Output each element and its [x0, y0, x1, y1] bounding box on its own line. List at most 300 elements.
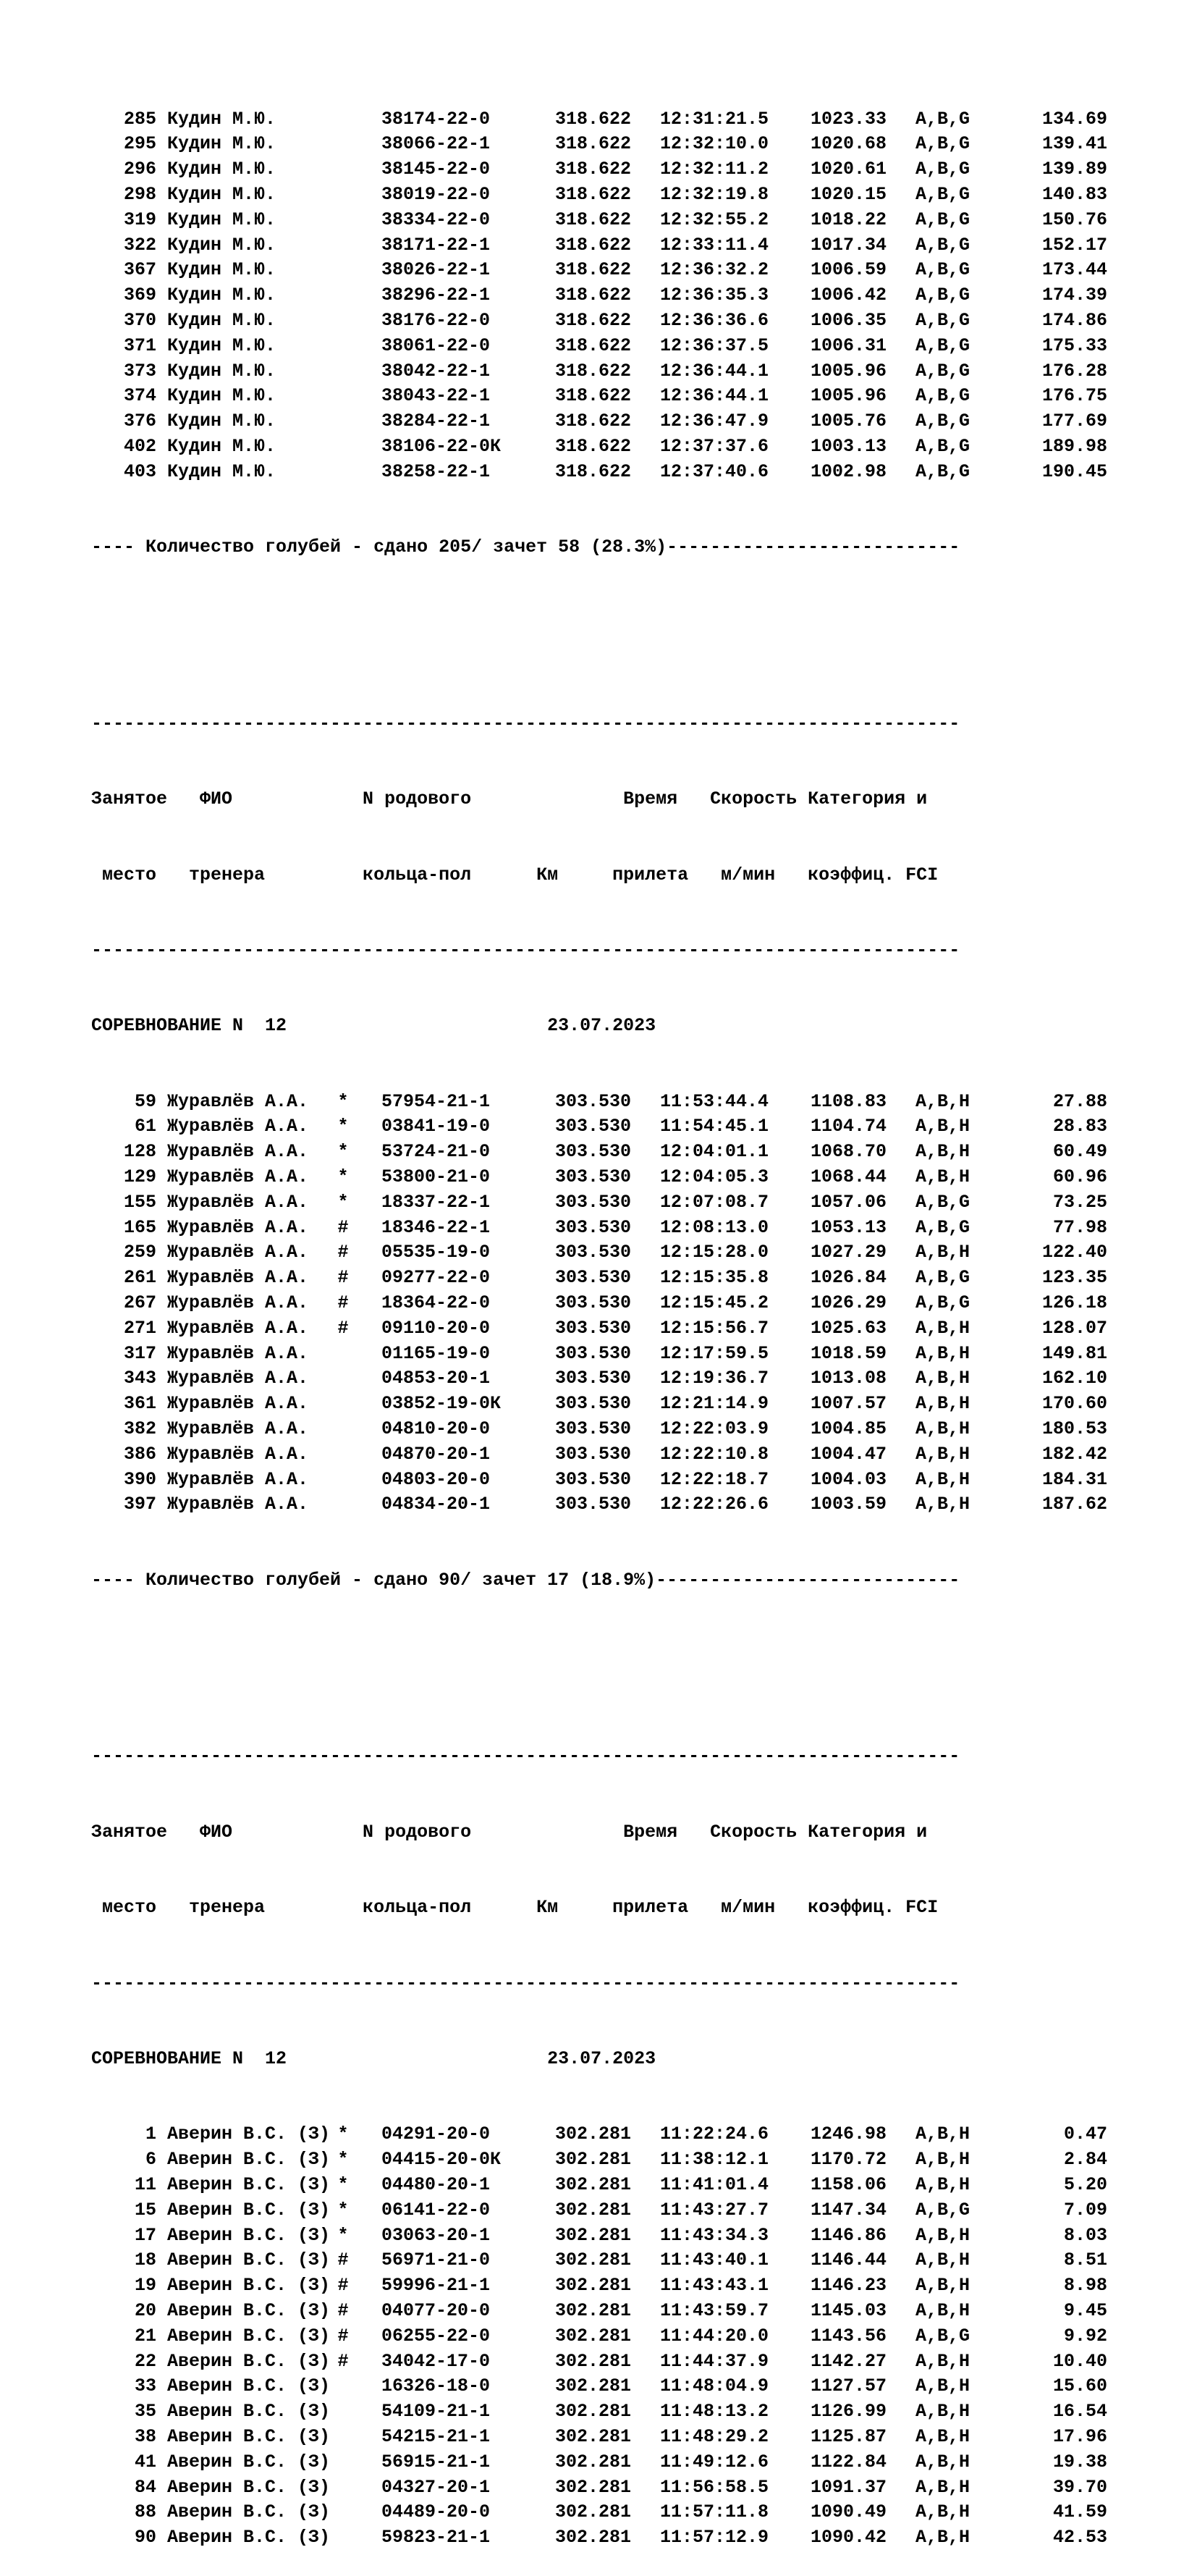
trainer-name-cell: Кудин М.Ю.: [167, 259, 276, 281]
place-cell: 38: [134, 2425, 156, 2447]
result-row: [91, 2122, 1177, 2147]
speed-cell: 1090.42: [811, 2527, 887, 2548]
speed-cell: 1018.59: [811, 1342, 887, 1364]
category-cell: A,B,H: [915, 2476, 970, 2498]
ring-number-cell: 04803-20-0: [381, 1468, 491, 1490]
category-cell: A,B,H: [915, 2451, 970, 2472]
speed-cell: 1126.99: [811, 2401, 887, 2423]
result-row: [91, 2500, 1177, 2525]
speed-cell: 1246.98: [811, 2123, 887, 2145]
distance-cell: 318.622: [555, 209, 632, 230]
result-row: [91, 1392, 1177, 1417]
distance-cell: 302.281: [555, 2173, 632, 2195]
result-row: [91, 1240, 1177, 1266]
mark-cell: #: [337, 2249, 349, 2271]
section-1-title: СОРЕВНОВАНИЕ N 12 23.07.2023: [91, 1015, 656, 1037]
trainer-name-cell: Аверин В.С. (З): [167, 2527, 331, 2548]
place-cell: 397: [123, 1494, 156, 1515]
fci-cell: 149.81: [1041, 1342, 1107, 1364]
place-cell: 390: [123, 1468, 156, 1490]
arrival-time-cell: 12:32:10.0: [660, 133, 769, 155]
place-cell: 22: [134, 2350, 156, 2372]
fci-cell: 9.45: [1063, 2299, 1107, 2321]
speed-cell: 1057.06: [811, 1191, 887, 1213]
arrival-time-cell: 11:22:24.6: [660, 2123, 769, 2145]
ring-number-cell: 04415-20-0К: [381, 2149, 502, 2171]
ring-number-cell: 56971-21-0: [381, 2249, 491, 2271]
fci-cell: 175.33: [1041, 334, 1107, 356]
result-row: [91, 107, 1177, 132]
fci-cell: 19.38: [1052, 2451, 1107, 2472]
category-cell: A,B,H: [915, 1317, 970, 1339]
distance-cell: 303.530: [555, 1292, 632, 1314]
result-row: [91, 1216, 1177, 1241]
category-cell: A,B,H: [915, 2501, 970, 2523]
arrival-time-cell: 11:44:20.0: [660, 2325, 769, 2346]
speed-cell: 1027.29: [811, 1242, 887, 1263]
distance-cell: 318.622: [555, 435, 632, 457]
place-cell: 322: [123, 234, 156, 256]
ring-number-cell: 18346-22-1: [381, 1216, 491, 1238]
speed-cell: 1005.96: [811, 360, 887, 382]
distance-cell: 303.530: [555, 1494, 632, 1515]
trainer-name-cell: Аверин В.С. (З): [167, 2401, 331, 2423]
arrival-time-cell: 12:36:44.1: [660, 385, 769, 407]
result-row: [91, 283, 1177, 308]
ring-number-cell: 04077-20-0: [381, 2299, 491, 2321]
category-cell: A,B,G: [915, 2325, 970, 2346]
mark-cell: *: [337, 2149, 349, 2171]
arrival-time-cell: 11:41:01.4: [660, 2173, 769, 2195]
speed-cell: 1020.61: [811, 159, 887, 180]
place-cell: 261: [123, 1267, 156, 1289]
arrival-time-cell: 11:38:12.1: [660, 2149, 769, 2171]
place-cell: 129: [123, 1166, 156, 1188]
category-cell: A,B,H: [915, 1342, 970, 1364]
trainer-name-cell: Аверин В.С. (З): [167, 2425, 331, 2447]
speed-cell: 1090.49: [811, 2501, 887, 2523]
fci-cell: 0.47: [1063, 2123, 1107, 2145]
fci-cell: 9.92: [1063, 2325, 1107, 2346]
category-cell: A,B,H: [915, 1090, 970, 1112]
trainer-name-cell: Аверин В.С. (З): [167, 2325, 331, 2346]
distance-cell: 318.622: [555, 183, 632, 205]
trainer-name-cell: Журавлёв А.А.: [167, 1191, 309, 1213]
result-row: [91, 2147, 1177, 2173]
category-cell: A,B,H: [915, 2224, 970, 2246]
place-cell: 21: [134, 2325, 156, 2346]
arrival-time-cell: 12:19:36.7: [660, 1368, 769, 1389]
fci-cell: 123.35: [1041, 1267, 1107, 1289]
trainer-name-cell: Аверин В.С. (З): [167, 2224, 331, 2246]
result-row: [91, 2399, 1177, 2425]
speed-cell: 1004.85: [811, 1418, 887, 1440]
distance-cell: 302.281: [555, 2325, 632, 2346]
place-cell: 88: [134, 2501, 156, 2523]
distance-cell: 318.622: [555, 285, 632, 306]
category-cell: A,B,G: [915, 108, 970, 130]
ring-number-cell: 38176-22-0: [381, 309, 491, 331]
trainer-name-cell: Аверин В.С. (З): [167, 2173, 331, 2195]
distance-cell: 303.530: [555, 1468, 632, 1490]
distance-cell: 318.622: [555, 159, 632, 180]
result-row: [91, 2374, 1177, 2399]
speed-cell: 1002.98: [811, 460, 887, 482]
arrival-time-cell: 11:48:13.2: [660, 2401, 769, 2423]
trainer-name-cell: Журавлёв А.А.: [167, 1292, 309, 1314]
ring-number-cell: 18364-22-0: [381, 1292, 491, 1314]
speed-cell: 1003.13: [811, 435, 887, 457]
result-row: [91, 1316, 1177, 1342]
result-row: [91, 1190, 1177, 1216]
result-row: [91, 1442, 1177, 1468]
arrival-time-cell: 12:32:55.2: [660, 209, 769, 230]
results-document: [91, 56, 1177, 2576]
ring-number-cell: 38258-22-1: [381, 460, 491, 482]
category-cell: A,B,G: [915, 309, 970, 331]
distance-cell: 302.281: [555, 2299, 632, 2321]
category-cell: A,B,H: [915, 2375, 970, 2397]
category-cell: A,B,H: [915, 2425, 970, 2447]
arrival-time-cell: 12:04:05.3: [660, 1166, 769, 1188]
arrival-time-cell: 12:04:01.1: [660, 1141, 769, 1163]
trainer-name-cell: Журавлёв А.А.: [167, 1166, 309, 1188]
trainer-name-cell: Аверин В.С. (З): [167, 2199, 331, 2221]
arrival-time-cell: 12:17:59.5: [660, 1342, 769, 1364]
ring-number-cell: 04291-20-0: [381, 2123, 491, 2145]
speed-cell: 1091.37: [811, 2476, 887, 2498]
top-block-footer: ---- Количество голубей - сдано 205/ зачет 58 (28.3%)---------------------------: [91, 536, 960, 558]
place-cell: 33: [134, 2375, 156, 2397]
trainer-name-cell: Журавлёв А.А.: [167, 1368, 309, 1389]
distance-cell: 302.281: [555, 2527, 632, 2548]
distance-cell: 303.530: [555, 1418, 632, 1440]
ring-number-cell: 04327-20-1: [381, 2476, 491, 2498]
mark-cell: *: [337, 2173, 349, 2195]
place-cell: 374: [123, 385, 156, 407]
trainer-name-cell: Кудин М.Ю.: [167, 411, 276, 432]
arrival-time-cell: 11:43:43.1: [660, 2275, 769, 2297]
arrival-time-cell: 12:07:08.7: [660, 1191, 769, 1213]
fci-cell: 184.31: [1041, 1468, 1107, 1490]
place-cell: 317: [123, 1342, 156, 1364]
place-cell: 165: [123, 1216, 156, 1238]
arrival-time-cell: 12:31:21.5: [660, 108, 769, 130]
section-1-rows: [91, 1090, 1177, 1518]
place-cell: 19: [134, 2275, 156, 2297]
arrival-time-cell: 11:56:58.5: [660, 2476, 769, 2498]
fci-cell: 134.69: [1041, 108, 1107, 130]
result-row: [91, 182, 1177, 208]
category-cell: A,B,G: [915, 2199, 970, 2221]
place-cell: 371: [123, 334, 156, 356]
arrival-time-cell: 11:43:34.3: [660, 2224, 769, 2246]
result-row: [91, 1342, 1177, 1367]
speed-cell: 1006.59: [811, 259, 887, 281]
place-cell: 20: [134, 2299, 156, 2321]
distance-cell: 303.530: [555, 1368, 632, 1389]
category-cell: A,B,H: [915, 1393, 970, 1415]
fci-cell: 187.62: [1041, 1494, 1107, 1515]
speed-cell: 1013.08: [811, 1368, 887, 1389]
arrival-time-cell: 12:22:18.7: [660, 1468, 769, 1490]
speed-cell: 1018.22: [811, 209, 887, 230]
category-cell: A,B,H: [915, 2350, 970, 2372]
arrival-time-cell: 11:49:12.6: [660, 2451, 769, 2472]
speed-cell: 1068.44: [811, 1166, 887, 1188]
ring-number-cell: 54109-21-1: [381, 2401, 491, 2423]
ring-number-cell: 04870-20-1: [381, 1443, 491, 1465]
speed-cell: 1020.15: [811, 183, 887, 205]
distance-cell: 303.530: [555, 1242, 632, 1263]
place-cell: 84: [134, 2476, 156, 2498]
distance-cell: 318.622: [555, 259, 632, 281]
result-row: [91, 1291, 1177, 1316]
fci-cell: 8.98: [1063, 2275, 1107, 2297]
category-cell: A,B,G: [915, 360, 970, 382]
ring-number-cell: 53724-21-0: [381, 1141, 491, 1163]
ring-number-cell: 38174-22-0: [381, 108, 491, 130]
result-row: [91, 1090, 1177, 1115]
fci-cell: 41.59: [1052, 2501, 1107, 2523]
place-cell: 367: [123, 259, 156, 281]
arrival-time-cell: 12:33:11.4: [660, 234, 769, 256]
distance-cell: 318.622: [555, 460, 632, 482]
distance-cell: 318.622: [555, 360, 632, 382]
ring-number-cell: 03063-20-1: [381, 2224, 491, 2246]
trainer-name-cell: Кудин М.Ю.: [167, 460, 276, 482]
distance-cell: 302.281: [555, 2501, 632, 2523]
category-cell: A,B,H: [915, 2249, 970, 2271]
ring-number-cell: 03852-19-0К: [381, 1393, 502, 1415]
distance-cell: 303.530: [555, 1317, 632, 1339]
category-cell: A,B,H: [915, 1418, 970, 1440]
distance-cell: 303.530: [555, 1443, 632, 1465]
place-cell: 41: [134, 2451, 156, 2472]
distance-cell: 302.281: [555, 2401, 632, 2423]
arrival-time-cell: 12:21:14.9: [660, 1393, 769, 1415]
arrival-time-cell: 11:48:04.9: [660, 2375, 769, 2397]
category-cell: A,B,H: [915, 2149, 970, 2171]
top-block-rows: [91, 107, 1177, 485]
arrival-time-cell: 11:43:40.1: [660, 2249, 769, 2271]
arrival-time-cell: 11:44:37.9: [660, 2350, 769, 2372]
result-row: [91, 2450, 1177, 2475]
category-cell: A,B,H: [915, 1443, 970, 1465]
fci-cell: 173.44: [1041, 259, 1107, 281]
mark-cell: *: [337, 1191, 349, 1213]
category-cell: A,B,H: [915, 2275, 970, 2297]
result-row: [91, 2525, 1177, 2551]
trainer-name-cell: Кудин М.Ю.: [167, 309, 276, 331]
arrival-time-cell: 12:22:26.6: [660, 1494, 769, 1515]
section-2-rule-bottom: --------------------------------------------------------------------------------: [91, 1972, 960, 1994]
distance-cell: 302.281: [555, 2149, 632, 2171]
distance-cell: 318.622: [555, 385, 632, 407]
place-cell: 61: [134, 1116, 156, 1137]
mark-cell: *: [337, 1090, 349, 1112]
distance-cell: 302.281: [555, 2249, 632, 2271]
distance-cell: 302.281: [555, 2425, 632, 2447]
fci-cell: 152.17: [1041, 234, 1107, 256]
result-row: [91, 2173, 1177, 2198]
speed-cell: 1017.34: [811, 234, 887, 256]
category-cell: A,B,H: [915, 1494, 970, 1515]
distance-cell: 303.530: [555, 1342, 632, 1364]
category-cell: A,B,G: [915, 183, 970, 205]
speed-cell: 1068.70: [811, 1141, 887, 1163]
ring-number-cell: 38106-22-0К: [381, 435, 502, 457]
place-cell: 1: [145, 2123, 156, 2145]
distance-cell: 303.530: [555, 1090, 632, 1112]
section-1-header-line-1: Занятое ФИО N родового Время Скорость Категория и: [91, 788, 928, 810]
fci-cell: 122.40: [1041, 1242, 1107, 1263]
result-row: [91, 1140, 1177, 1165]
result-row: [91, 157, 1177, 182]
mark-cell: *: [337, 2199, 349, 2221]
arrival-time-cell: 12:37:37.6: [660, 435, 769, 457]
place-cell: 35: [134, 2401, 156, 2423]
place-cell: 15: [134, 2199, 156, 2221]
result-row: [91, 359, 1177, 384]
distance-cell: 303.530: [555, 1267, 632, 1289]
place-cell: 361: [123, 1393, 156, 1415]
result-row: [91, 409, 1177, 434]
distance-cell: 302.281: [555, 2275, 632, 2297]
section-2-header-line-2: место тренера кольца-пол Км прилета м/мин коэффиц. FCI: [91, 1897, 939, 1919]
mark-cell: *: [337, 1141, 349, 1163]
trainer-name-cell: Аверин В.С. (З): [167, 2375, 331, 2397]
place-cell: 59: [134, 1090, 156, 1112]
fci-cell: 15.60: [1052, 2375, 1107, 2397]
fci-cell: 10.40: [1052, 2350, 1107, 2372]
fci-cell: 170.60: [1041, 1393, 1107, 1415]
fci-cell: 140.83: [1041, 183, 1107, 205]
place-cell: 271: [123, 1317, 156, 1339]
category-cell: A,B,G: [915, 285, 970, 306]
arrival-time-cell: 11:54:45.1: [660, 1116, 769, 1137]
distance-cell: 302.281: [555, 2123, 632, 2145]
mark-cell: #: [337, 2350, 349, 2372]
arrival-time-cell: 11:53:44.4: [660, 1090, 769, 1112]
section-1-rule-top: --------------------------------------------------------------------------------: [91, 712, 960, 734]
fci-cell: 60.96: [1052, 1166, 1107, 1188]
arrival-time-cell: 12:36:37.5: [660, 334, 769, 356]
arrival-time-cell: 12:37:40.6: [660, 460, 769, 482]
place-cell: 18: [134, 2249, 156, 2271]
ring-number-cell: 38061-22-0: [381, 334, 491, 356]
section-1-header-line-2: место тренера кольца-пол Км прилета м/мин коэффиц. FCI: [91, 864, 939, 885]
category-cell: A,B,G: [915, 411, 970, 432]
ring-number-cell: 38171-22-1: [381, 234, 491, 256]
mark-cell: #: [337, 2275, 349, 2297]
fci-cell: 128.07: [1041, 1317, 1107, 1339]
speed-cell: 1006.35: [811, 309, 887, 331]
distance-cell: 302.281: [555, 2224, 632, 2246]
trainer-name-cell: Журавлёв А.А.: [167, 1216, 309, 1238]
category-cell: A,B,G: [915, 133, 970, 155]
speed-cell: 1108.83: [811, 1090, 887, 1112]
category-cell: A,B,H: [915, 2123, 970, 2145]
speed-cell: 1004.47: [811, 1443, 887, 1465]
trainer-name-cell: Журавлёв А.А.: [167, 1393, 309, 1415]
trainer-name-cell: Аверин В.С. (З): [167, 2476, 331, 2498]
ring-number-cell: 04489-20-0: [381, 2501, 491, 2523]
spacer: [91, 611, 1177, 636]
category-cell: A,B,H: [915, 1141, 970, 1163]
mark-cell: #: [337, 1216, 349, 1238]
ring-number-cell: 06141-22-0: [381, 2199, 491, 2221]
fci-cell: 27.88: [1052, 1090, 1107, 1112]
distance-cell: 302.281: [555, 2451, 632, 2472]
place-cell: 17: [134, 2224, 156, 2246]
trainer-name-cell: Кудин М.Ю.: [167, 360, 276, 382]
speed-cell: 1026.29: [811, 1292, 887, 1314]
result-row: [91, 2425, 1177, 2450]
section-2-header-line-1: Занятое ФИО N родового Время Скорость Категория и: [91, 1821, 928, 1843]
speed-cell: 1004.03: [811, 1468, 887, 1490]
trainer-name-cell: Журавлёв А.А.: [167, 1468, 309, 1490]
place-cell: 369: [123, 285, 156, 306]
distance-cell: 318.622: [555, 108, 632, 130]
result-row: [91, 208, 1177, 233]
trainer-name-cell: Журавлёв А.А.: [167, 1317, 309, 1339]
category-cell: A,B,G: [915, 334, 970, 356]
speed-cell: 1053.13: [811, 1216, 887, 1238]
place-cell: 319: [123, 209, 156, 230]
category-cell: A,B,G: [915, 234, 970, 256]
result-row: [91, 2299, 1177, 2324]
place-cell: 298: [123, 183, 156, 205]
result-row: [91, 233, 1177, 258]
distance-cell: 318.622: [555, 334, 632, 356]
result-row: [91, 1417, 1177, 1442]
speed-cell: 1007.57: [811, 1393, 887, 1415]
arrival-time-cell: 12:15:28.0: [660, 1242, 769, 1263]
fci-cell: 17.96: [1052, 2425, 1107, 2447]
result-row: [91, 308, 1177, 334]
place-cell: 11: [134, 2173, 156, 2195]
speed-cell: 1003.59: [811, 1494, 887, 1515]
ring-number-cell: 04834-20-1: [381, 1494, 491, 1515]
place-cell: 386: [123, 1443, 156, 1465]
ring-number-cell: 01165-19-0: [381, 1342, 491, 1364]
ring-number-cell: 38066-22-1: [381, 133, 491, 155]
category-cell: A,B,G: [915, 1216, 970, 1238]
speed-cell: 1026.84: [811, 1267, 887, 1289]
category-cell: A,B,G: [915, 1292, 970, 1314]
fci-cell: 162.10: [1041, 1368, 1107, 1389]
fci-cell: 177.69: [1041, 411, 1107, 432]
section-2-rule-top: --------------------------------------------------------------------------------: [91, 1746, 960, 1767]
distance-cell: 318.622: [555, 309, 632, 331]
arrival-time-cell: 12:15:45.2: [660, 1292, 769, 1314]
place-cell: 285: [123, 108, 156, 130]
category-cell: A,B,H: [915, 1166, 970, 1188]
trainer-name-cell: Кудин М.Ю.: [167, 183, 276, 205]
category-cell: A,B,H: [915, 2527, 970, 2548]
ring-number-cell: 54215-21-1: [381, 2425, 491, 2447]
mark-cell: *: [337, 1116, 349, 1137]
ring-number-cell: 38284-22-1: [381, 411, 491, 432]
speed-cell: 1147.34: [811, 2199, 887, 2221]
speed-cell: 1025.63: [811, 1317, 887, 1339]
trainer-name-cell: Журавлёв А.А.: [167, 1141, 309, 1163]
speed-cell: 1127.57: [811, 2375, 887, 2397]
arrival-time-cell: 12:32:11.2: [660, 159, 769, 180]
category-cell: A,B,G: [915, 1191, 970, 1213]
ring-number-cell: 38026-22-1: [381, 259, 491, 281]
